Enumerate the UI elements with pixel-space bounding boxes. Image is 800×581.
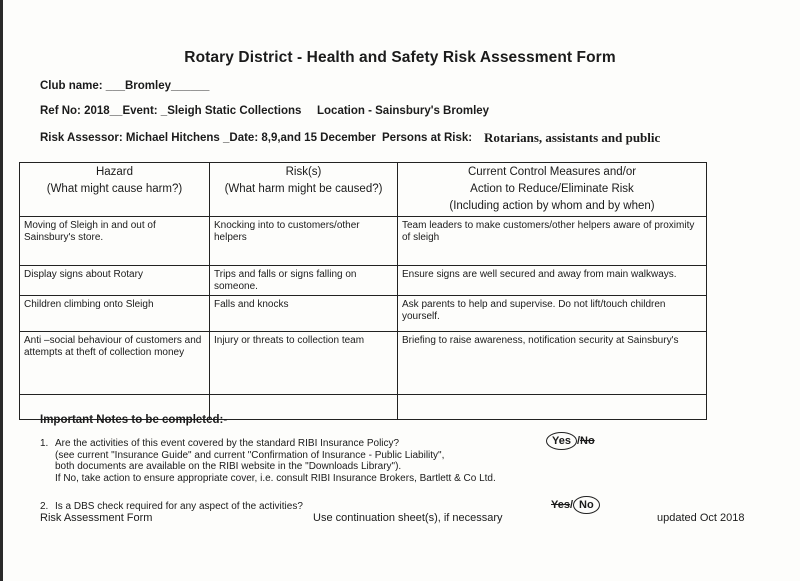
hazard-cell: Display signs about Rotary bbox=[20, 266, 210, 296]
ref-event-line: Ref No: 2018__Event: _Sleigh Static Collections bbox=[40, 105, 302, 117]
club-name-line: Club name: ___Bromley______ bbox=[40, 80, 210, 92]
risk-table bbox=[19, 162, 707, 420]
risk-cell: Knocking into to customers/other helpers bbox=[210, 217, 398, 266]
risk-cell bbox=[210, 395, 398, 420]
header-risk-line1: Risk(s) bbox=[285, 166, 322, 178]
risk-cell: Injury or threats to collection team bbox=[210, 332, 398, 395]
note-1-sub-3: If No, take action to ensure appropriate cover, i.e. consult RIBI Insurance Brokers, Bartlett & Co Ltd. bbox=[55, 472, 496, 484]
note-1-answer bbox=[546, 432, 595, 450]
control-cell: Ensure signs are well secured and away from main walkways. bbox=[398, 266, 707, 296]
persons-at-risk-value: Rotarians, assistants and public bbox=[484, 130, 661, 145]
note-1-number: 1. bbox=[40, 438, 49, 449]
note-1-question: Are the activities of this event covered by the standard RIBI Insurance Policy? bbox=[55, 438, 400, 449]
note-2-yes-struck: Yes bbox=[551, 499, 570, 511]
footer-form-name: Risk Assessment Form bbox=[40, 512, 153, 524]
table-header-row bbox=[20, 163, 707, 217]
note-2-answer bbox=[551, 496, 600, 514]
control-cell bbox=[398, 395, 707, 420]
header-control-line3: (Including action by whom and by when) bbox=[449, 200, 655, 212]
notes-heading: Important Notes to be completed:- bbox=[40, 414, 228, 426]
hazard-cell: Anti –social behaviour of customers and attempts at theft of collection money bbox=[20, 332, 210, 395]
note-1-separator: / bbox=[576, 435, 581, 447]
control-cell: Ask parents to help and supervise. Do not lift/touch children yourself. bbox=[398, 296, 707, 332]
form-title: Rotary District - Health and Safety Risk Assessment Form bbox=[184, 49, 616, 66]
header-control-line1: Current Control Measures and/or bbox=[467, 166, 637, 178]
note-2-number: 2. bbox=[40, 501, 49, 512]
header-risk-line2: (What harm might be caused?) bbox=[224, 183, 383, 195]
persons-at-risk-label: Persons at Risk: bbox=[382, 132, 473, 144]
header-control-line2: Action to Reduce/Eliminate Risk bbox=[470, 183, 634, 195]
risk-cell: Trips and falls or signs falling on someone. bbox=[210, 266, 398, 296]
risk-cell: Falls and knocks bbox=[210, 296, 398, 332]
table-row bbox=[20, 217, 707, 266]
assessor-line: Risk Assessor: Michael Hitchens _Date: 8,9,and 15 December bbox=[40, 132, 376, 144]
control-cell: Team leaders to make customers/other helpers aware of proximity of sleigh bbox=[398, 217, 707, 266]
header-risk bbox=[210, 163, 398, 217]
table-row bbox=[20, 266, 707, 296]
header-hazard-line2: (What might cause harm?) bbox=[46, 183, 183, 195]
hazard-cell: Children climbing onto Sleigh bbox=[20, 296, 210, 332]
note-2-no-circled: No bbox=[573, 496, 600, 514]
note-1-sub-2: both documents are available on the RIBI website in the "Downloads Library"). bbox=[55, 461, 402, 472]
note-1-sub-1: (see current "Insurance Guide" and current "Confirmation of Insurance - Public Liability", bbox=[55, 449, 445, 461]
note-1-no-struck: No bbox=[580, 435, 595, 447]
note-1 bbox=[40, 438, 496, 484]
scan-edge bbox=[0, 0, 3, 581]
header-hazard-line1: Hazard bbox=[95, 166, 134, 178]
note-1-yes-circled: Yes bbox=[546, 432, 577, 450]
hazard-cell: Moving of Sleigh in and out of Sainsbury's store. bbox=[20, 217, 210, 266]
table-row bbox=[20, 296, 707, 332]
header-control bbox=[398, 163, 707, 217]
table-row bbox=[20, 332, 707, 395]
note-2-separator: / bbox=[569, 499, 574, 511]
footer-continuation-note: Use continuation sheet(s), if necessary bbox=[313, 512, 503, 524]
note-2-question: Is a DBS check required for any aspect of the activities? bbox=[55, 501, 303, 512]
note-2 bbox=[40, 501, 303, 513]
location-line: Location - Sainsbury's Bromley bbox=[317, 105, 490, 117]
footer-updated-date: updated Oct 2018 bbox=[657, 512, 745, 524]
control-cell: Briefing to raise awareness, notification security at Sainsbury's bbox=[398, 332, 707, 395]
header-hazard bbox=[20, 163, 210, 217]
